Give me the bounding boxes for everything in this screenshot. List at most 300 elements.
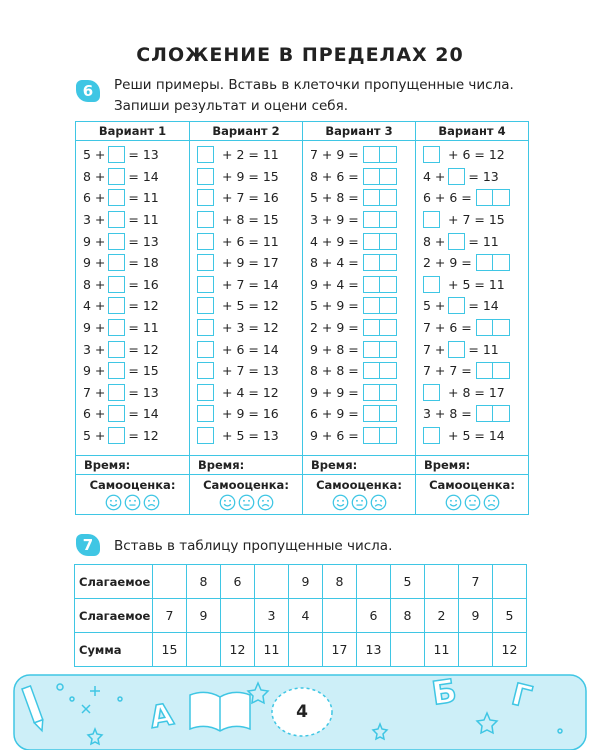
expression-text: = 12 [128,428,159,444]
expression-text: 9 + 9 = [310,384,359,400]
table-cell: 6 [357,599,391,633]
example-row [303,403,415,425]
two-digit-answer[interactable] [363,276,397,293]
expression-text: 9 + [83,320,106,336]
expression-text: = 11 [468,233,499,249]
self-assessment-label: Самооценка: [203,478,289,492]
empty-cell[interactable] [493,565,527,599]
sad-face-icon[interactable] [370,494,387,511]
example-row [416,166,528,188]
answer-box[interactable] [380,189,397,206]
two-digit-answer[interactable] [476,405,510,422]
answer-box[interactable] [363,146,380,163]
example-row [76,425,189,447]
example-row [190,187,302,209]
answer-box[interactable] [197,427,214,444]
expression-text: 8 + 8 = [310,363,359,379]
answer-box[interactable] [108,341,125,358]
example-row [303,317,415,339]
expression-text: = 13 [468,168,499,184]
variant-column-2 [189,122,302,514]
example-row [303,252,415,274]
answer-box[interactable] [423,211,440,228]
expression-text: 9 + 8 = [310,341,359,357]
book-icon [190,692,250,731]
letter-g: Г [508,677,536,716]
answer-box[interactable] [423,427,440,444]
answer-box[interactable] [363,384,380,401]
expression-text: + 4 = 12 [222,384,279,400]
expression-text: 6 + [83,406,106,422]
answer-box[interactable] [448,297,465,314]
expression-text: = 15 [128,363,159,379]
time-label: Время: [76,455,189,473]
table-cell: 8 [391,599,425,633]
self-assessment [76,474,189,516]
example-row [76,338,189,360]
answer-box[interactable] [197,384,214,401]
expression-text: 8 + [423,233,446,249]
example-row [76,403,189,425]
expression-text: 8 + 4 = [310,255,359,271]
sad-face-icon[interactable] [483,494,500,511]
expression-text: 6 + 6 = [423,190,472,206]
table-cell: 17 [323,633,357,667]
neutral-face-icon[interactable] [124,494,141,511]
example-row [190,209,302,231]
self-assessment [416,474,528,516]
empty-cell[interactable] [289,633,323,667]
answer-box[interactable] [363,362,380,379]
expression-text: = 14 [468,298,499,314]
expression-text: + 5 = 13 [222,428,279,444]
answer-box[interactable] [108,276,125,293]
example-row [303,382,415,404]
answer-box[interactable] [380,362,397,379]
example-row [76,317,189,339]
example-row [190,230,302,252]
row-label: Слагаемое [75,565,153,599]
task-6-badge: 6 [76,80,100,102]
two-digit-answer[interactable] [363,168,397,185]
expression-text: = 13 [128,233,159,249]
two-digit-answer[interactable] [363,341,397,358]
empty-cell[interactable] [459,633,493,667]
answer-box[interactable] [493,189,510,206]
answer-box[interactable] [380,341,397,358]
example-row [76,360,189,382]
expression-text: 9 + 6 = [310,428,359,444]
answer-box[interactable] [448,168,465,185]
expression-text: = 11 [468,341,499,357]
answer-box[interactable] [493,254,510,271]
empty-cell[interactable] [357,565,391,599]
example-row [416,230,528,252]
self-assessment [190,474,302,516]
answer-box[interactable] [493,362,510,379]
letter-a: А [147,697,177,736]
table-cell: 7 [459,565,493,599]
variants-grid [75,121,529,515]
answer-box[interactable] [197,189,214,206]
answer-box[interactable] [197,341,214,358]
answer-box[interactable] [380,211,397,228]
expression-text: + 8 = 17 [448,384,505,400]
example-row [416,187,528,209]
answer-box[interactable] [363,168,380,185]
empty-cell[interactable] [323,599,357,633]
self-assessment [303,474,415,516]
answer-box[interactable] [108,168,125,185]
faces [416,494,528,511]
answer-box[interactable] [197,405,214,422]
answer-box[interactable] [363,427,380,444]
table-cell: 7 [153,599,187,633]
table-cell: 15 [153,633,187,667]
two-digit-answer[interactable] [363,362,397,379]
answer-box[interactable] [380,146,397,163]
example-row [190,382,302,404]
task-6-instructions [114,75,514,117]
answer-box[interactable] [380,384,397,401]
answer-box[interactable] [108,211,125,228]
expression-text: 3 + [83,341,106,357]
two-digit-answer[interactable] [363,146,397,163]
expression-text: + 5 = 12 [222,298,279,314]
expression-text: + 9 = 15 [222,168,279,184]
two-digit-answer[interactable] [363,384,397,401]
two-digit-answer[interactable] [476,319,510,336]
expression-text: + 7 = 16 [222,190,279,206]
two-digit-answer[interactable] [476,362,510,379]
expression-text: + 7 = 15 [448,212,505,228]
expression-text: + 7 = 13 [222,363,279,379]
example-row [303,295,415,317]
expression-text: = 13 [128,384,159,400]
variant-heading: Вариант 4 [416,122,528,141]
answer-box[interactable] [363,319,380,336]
answer-box[interactable] [108,362,125,379]
table-row [75,599,527,633]
two-digit-answer[interactable] [476,189,510,206]
expression-text: 2 + 9 = [423,255,472,271]
answer-box[interactable] [380,168,397,185]
time-label: Время: [416,455,528,473]
expression-text: + 2 = 11 [222,147,279,163]
example-row [416,425,528,447]
answer-box[interactable] [493,319,510,336]
expression-text: = 12 [128,341,159,357]
answer-box[interactable] [197,211,214,228]
example-row [416,252,528,274]
faces [190,494,302,511]
answer-box[interactable] [197,297,214,314]
neutral-face-icon[interactable] [464,494,481,511]
answer-box[interactable] [380,427,397,444]
example-row [416,317,528,339]
table-cell: 8 [323,565,357,599]
happy-face-icon[interactable] [445,494,462,511]
empty-cell[interactable] [391,633,425,667]
page-number: 4 [296,702,308,722]
example-row [76,274,189,296]
answer-box[interactable] [380,319,397,336]
expression-text: 4 + 9 = [310,233,359,249]
empty-cell[interactable] [425,565,459,599]
answer-box[interactable] [476,189,493,206]
table-row [75,565,527,599]
expression-text: 8 + [83,168,106,184]
example-row [303,209,415,231]
two-digit-answer[interactable] [363,189,397,206]
answer-box[interactable] [108,254,125,271]
example-row [303,230,415,252]
task-7-instructions: Вставь в таблицу пропущенные числа. [114,538,393,554]
answer-box[interactable] [363,341,380,358]
table-cell: 5 [391,565,425,599]
expression-text: 5 + 9 = [310,298,359,314]
table-row [75,633,527,667]
table-cell: 12 [493,633,527,667]
answer-box[interactable] [380,276,397,293]
happy-face-icon[interactable] [332,494,349,511]
expression-text: = 14 [128,168,159,184]
example-row [76,209,189,231]
happy-face-icon[interactable] [105,494,122,511]
task-6-line2: Запиши результат и оцени себя. [114,98,349,114]
two-digit-answer[interactable] [363,405,397,422]
answer-box[interactable] [363,405,380,422]
table-cell: 6 [221,565,255,599]
expression-text: + 6 = 11 [222,233,279,249]
expression-text: 7 + [83,384,106,400]
answer-box[interactable] [380,405,397,422]
expression-text: + 6 = 12 [448,147,505,163]
variant-heading: Вариант 1 [76,122,189,141]
expression-text: 8 + [83,276,106,292]
example-row [416,403,528,425]
answer-box[interactable] [363,189,380,206]
empty-cell[interactable] [187,633,221,667]
answer-box[interactable] [363,276,380,293]
self-assessment-label: Самооценка: [429,478,515,492]
example-row [303,425,415,447]
empty-cell[interactable] [153,565,187,599]
answer-box[interactable] [108,427,125,444]
example-row [303,166,415,188]
example-row [190,360,302,382]
expression-text: + 5 = 14 [448,428,505,444]
expression-text: 7 + 9 = [310,147,359,163]
two-digit-answer[interactable] [363,211,397,228]
variant-column-1 [76,122,189,514]
neutral-face-icon[interactable] [238,494,255,511]
expression-text: + 3 = 12 [222,320,279,336]
variant-column-3 [302,122,415,514]
time-label: Время: [303,455,415,473]
example-row [76,295,189,317]
example-row [76,144,189,166]
answer-box[interactable] [197,319,214,336]
task-7-badge: 7 [76,534,100,556]
answer-box[interactable] [423,384,440,401]
expression-text: 9 + [83,363,106,379]
expression-text: 9 + [83,233,106,249]
example-row [416,144,528,166]
empty-cell[interactable] [255,565,289,599]
two-digit-answer[interactable] [476,254,510,271]
answer-box[interactable] [363,297,380,314]
sad-face-icon[interactable] [143,494,160,511]
row-label: Слагаемое [75,599,153,633]
expression-text: 3 + 9 = [310,212,359,228]
answer-box[interactable] [476,319,493,336]
answer-box[interactable] [197,276,214,293]
expression-text: + 6 = 14 [222,341,279,357]
answer-box[interactable] [380,233,397,250]
table-cell: 2 [425,599,459,633]
variant-column-4 [415,122,528,514]
answer-box[interactable] [197,254,214,271]
expression-text: + 7 = 14 [222,276,279,292]
addition-table [74,564,527,667]
expression-text: = 13 [128,147,159,163]
two-digit-answer[interactable] [363,233,397,250]
answer-box[interactable] [493,405,510,422]
expression-text: + 9 = 16 [222,406,279,422]
expression-text: = 16 [128,276,159,292]
expression-text: 5 + [83,147,106,163]
table-cell: 9 [187,599,221,633]
example-row [416,209,528,231]
expression-text: 5 + [83,428,106,444]
answer-box[interactable] [197,146,214,163]
answer-box[interactable] [448,341,465,358]
task-6-line1: Реши примеры. Вставь в клеточки пропущенные числа. [114,77,514,93]
example-row [303,360,415,382]
table-cell: 13 [357,633,391,667]
expression-text: = 11 [128,320,159,336]
table-cell: 8 [187,565,221,599]
two-digit-answer[interactable] [363,427,397,444]
expression-text: 3 + 8 = [423,406,472,422]
answer-box[interactable] [108,384,125,401]
neutral-face-icon[interactable] [351,494,368,511]
answer-box[interactable] [197,168,214,185]
faces [303,494,415,511]
letter-b: Б [429,671,459,713]
answer-box[interactable] [476,405,493,422]
expression-text: 8 + 6 = [310,168,359,184]
example-row [303,187,415,209]
table-cell: 9 [289,565,323,599]
table-cell: 4 [289,599,323,633]
sad-face-icon[interactable] [257,494,274,511]
example-row [190,144,302,166]
answer-box[interactable] [197,362,214,379]
answer-box[interactable] [108,405,125,422]
expression-text: 6 + 9 = [310,406,359,422]
two-digit-answer[interactable] [363,319,397,336]
expression-text: 5 + [423,298,446,314]
expression-text: 3 + [83,212,106,228]
variant-heading: Вариант 2 [190,122,302,141]
answer-box[interactable] [476,362,493,379]
expression-text: 7 + [423,341,446,357]
answer-box[interactable] [380,254,397,271]
example-row [416,360,528,382]
answer-box[interactable] [363,254,380,271]
example-row [416,274,528,296]
example-row [416,382,528,404]
expression-text: + 8 = 15 [222,212,279,228]
expression-text: 9 + 4 = [310,276,359,292]
expression-text: = 11 [128,212,159,228]
example-row [76,187,189,209]
answer-box[interactable] [423,146,440,163]
happy-face-icon[interactable] [219,494,236,511]
answer-box[interactable] [363,233,380,250]
expression-text: = 14 [128,406,159,422]
example-row [190,274,302,296]
answer-box[interactable] [423,276,440,293]
answer-box[interactable] [197,233,214,250]
example-row [190,166,302,188]
expression-text: + 9 = 17 [222,255,279,271]
answer-box[interactable] [476,254,493,271]
answer-box[interactable] [448,233,465,250]
table-cell: 3 [255,599,289,633]
expression-text: = 18 [128,255,159,271]
expression-text: 6 + [83,190,106,206]
answer-box[interactable] [108,146,125,163]
example-row [190,317,302,339]
table-cell: 9 [459,599,493,633]
table-cell: 5 [493,599,527,633]
variant-heading: Вариант 3 [303,122,415,141]
table-cell: 11 [425,633,459,667]
two-digit-answer[interactable] [363,297,397,314]
row-label: Сумма [75,633,153,667]
example-row [303,144,415,166]
answer-box[interactable] [108,319,125,336]
answer-box[interactable] [363,211,380,228]
expression-text: = 11 [128,190,159,206]
example-row [76,382,189,404]
table-cell: 12 [221,633,255,667]
time-label: Время: [190,455,302,473]
example-row [303,338,415,360]
answer-box[interactable] [108,297,125,314]
expression-text: 5 + 8 = [310,190,359,206]
self-assessment-label: Самооценка: [316,478,402,492]
expression-text: 9 + [83,255,106,271]
page-title: СЛОЖЕНИЕ В ПРЕДЕЛАХ 20 [136,44,464,66]
expression-text: = 12 [128,298,159,314]
expression-text: 7 + 6 = [423,320,472,336]
expression-text: 2 + 9 = [310,320,359,336]
example-row [416,338,528,360]
two-digit-answer[interactable] [363,254,397,271]
empty-cell[interactable] [221,599,255,633]
example-row [303,274,415,296]
answer-box[interactable] [108,189,125,206]
example-row [190,252,302,274]
example-row [190,338,302,360]
example-row [76,252,189,274]
answer-box[interactable] [380,297,397,314]
answer-box[interactable] [108,233,125,250]
